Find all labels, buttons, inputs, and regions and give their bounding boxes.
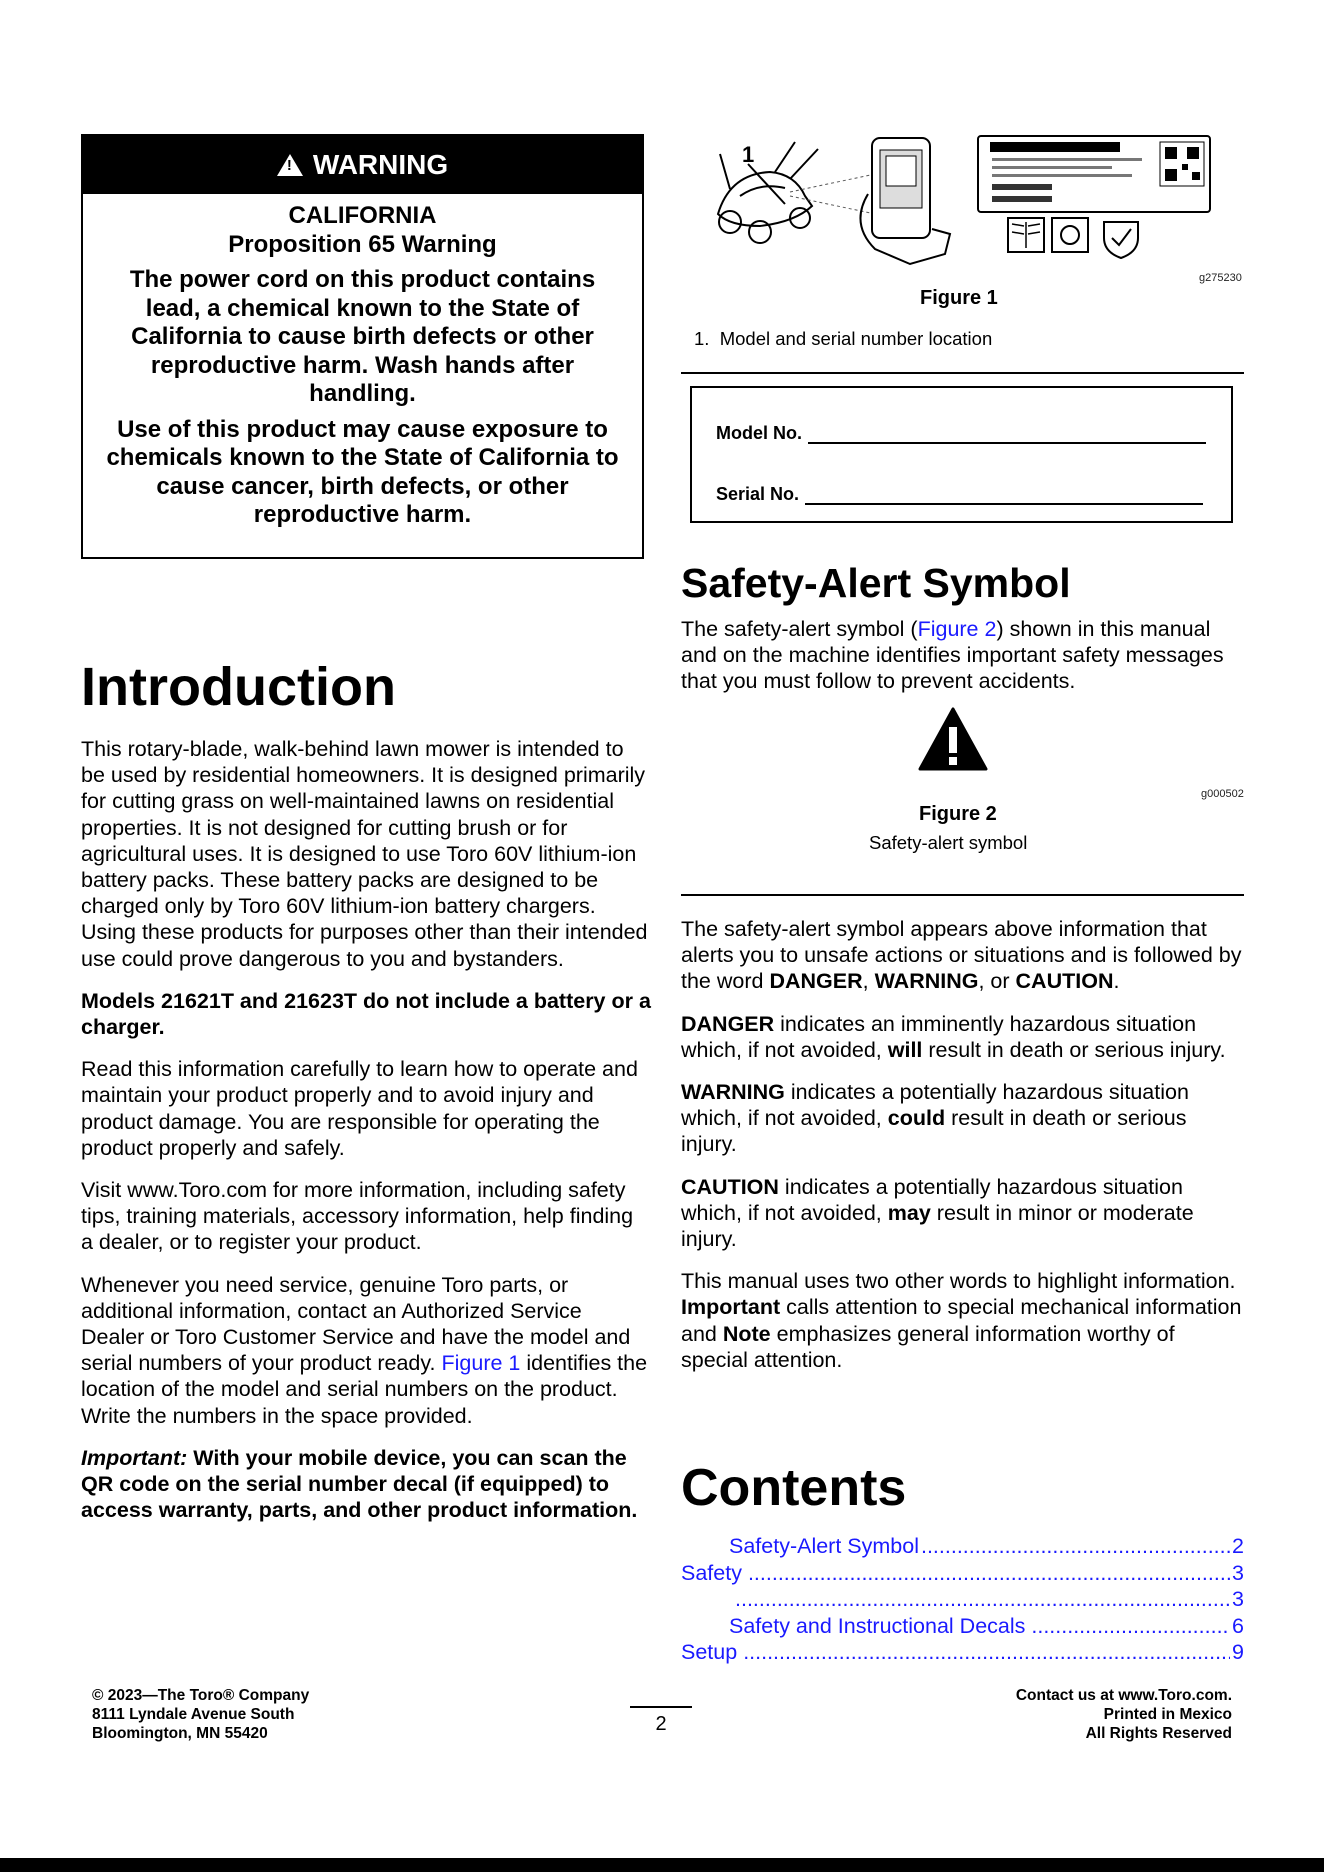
toc-page: 9: [1232, 1640, 1244, 1664]
serial-number-field[interactable]: [805, 489, 1203, 505]
toc-item-untitled[interactable]: [681, 1586, 1244, 1613]
toc-page: 3: [1232, 1587, 1244, 1611]
toc-label: Safety and Instructional Decals: [729, 1613, 1026, 1638]
word-note: Note: [722, 1321, 771, 1346]
warning-paragraph-chemicals: Use of this product may cause exposure to chemicals known to the State of California to cause cancer, birth defects, or other reproductive harm.: [106, 415, 619, 528]
signal-words-end: .: [1113, 969, 1120, 994]
caution-emphasis: may: [887, 1200, 931, 1225]
toc-leader: [921, 1533, 1230, 1560]
caution-text-b: result in minor or moderate injury.: [681, 1200, 1194, 1252]
figure-1-link[interactable]: Figure 1: [441, 1351, 521, 1376]
footer-contact-info: [1016, 1686, 1232, 1743]
toc-leader: [735, 1586, 1230, 1613]
intro-p5-text-a: Whenever you need service, genuine Toro parts, or additional information, contact an Authorized Service Dealer or Toro Customer Service and have the model and serial numbers of your product ready.: [81, 1272, 631, 1376]
intro-paragraph-4: Visit www.Toro.com for more information, including safety tips, training materials, accessory information, help finding a dealer, or to register your product.: [81, 1178, 634, 1255]
footer-address-line-1: 8111 Lyndale Avenue South: [92, 1706, 295, 1723]
highlight-text-b: calls attention to special mechanical information and: [681, 1295, 1242, 1346]
toc-label: Setup: [681, 1640, 738, 1664]
caution-text-a: indicates a potentially hazardous situation which, if not avoided,: [681, 1174, 1183, 1225]
introduction-heading: Introduction: [81, 657, 396, 717]
toc-label: Safety-Alert Symbol: [729, 1534, 919, 1558]
warning-triangle-icon: [277, 154, 303, 176]
warning-text-b: result in death or serious injury.: [681, 1106, 1187, 1157]
footer-address-line-2: Bloomington, MN 55420: [92, 1725, 268, 1742]
warning-emphasis: could: [887, 1106, 946, 1131]
introduction-body: [81, 736, 651, 1539]
warning-header: [83, 136, 642, 194]
safety-intro-paragraph: [681, 616, 1246, 711]
important-text: With your mobile device, you can scan the QR code on the serial number decal (if equipped) to access warranty, parts, and other product information.: [81, 1445, 638, 1523]
figure-2-divider: [681, 894, 1244, 896]
figure-1-item-number: 1.: [694, 328, 710, 349]
warning-paragraph-lead: The power cord on this product contains lead, a chemical known to the State of California to cause birth defects or other reproductive harm. Wash hands after handling.: [129, 266, 596, 407]
prop65-warning-box: [81, 134, 644, 559]
table-of-contents: [681, 1533, 1244, 1666]
figure-2-caption: Figure 2: [919, 803, 997, 825]
serial-number-label: Serial No.: [716, 484, 800, 504]
toc-leader: [748, 1560, 1230, 1587]
model-number-label: Model No.: [716, 423, 802, 443]
important-label: Important:: [81, 1445, 188, 1470]
warning-line-california: CALIFORNIA: [288, 202, 437, 229]
serial-number-row: [716, 484, 1203, 505]
danger-text-a: indicates an imminently hazardous situation which, if not avoided,: [681, 1011, 1197, 1062]
danger-emphasis: will: [887, 1037, 923, 1062]
bottom-edge-bar: [0, 1858, 1324, 1872]
model-number-row: [716, 423, 1206, 444]
caution-label: CAUTION: [681, 1174, 779, 1199]
safety-p1-text-b: ) shown in this manual and on the machine identifies important safety messages that you must follow to prevent accidents.: [681, 617, 1224, 694]
signal-words-section: [681, 916, 1246, 1389]
toc-item-safety[interactable]: [681, 1560, 1244, 1587]
intro-p5-text-b: identifies the location of the model and serial numbers on the product. Write the numbers in the space provided.: [81, 1351, 648, 1428]
figure-1-item-text: Model and serial number location: [719, 328, 993, 349]
toc-item-safety-alert-symbol[interactable]: [681, 1533, 1244, 1560]
figure-1-callout: 1: [742, 142, 755, 167]
footer-copyright: © 2023—The Toro® Company: [92, 1687, 310, 1704]
danger-label: DANGER: [681, 1011, 775, 1036]
toc-leader: [1031, 1613, 1230, 1640]
footer-rights: All Rights Reserved: [1085, 1725, 1232, 1742]
danger-text-b: result in death or serious injury.: [922, 1037, 1226, 1062]
intro-paragraph-3: Read this information carefully to learn how to operate and maintain your product properly and to avoid injury and product damage. You are responsible for operating the product properly and safely.: [81, 1057, 638, 1160]
figure-2-link[interactable]: Figure 2: [917, 617, 997, 641]
danger-definition: [681, 1011, 1246, 1063]
toc-page: 6: [1232, 1613, 1244, 1638]
figure-2-code: g000502: [1201, 788, 1244, 800]
figure-1-illustration: [700, 134, 1240, 279]
highlight-text-c: emphasizes general information worthy of special attention.: [681, 1321, 1175, 1372]
signal-words-sep-2: , or: [978, 969, 1016, 994]
toc-item-setup[interactable]: [681, 1639, 1244, 1666]
safety-p1-text-a: The safety-alert symbol (: [681, 617, 918, 641]
warning-text-a: indicates a potentially hazardous situation which, if not avoided,: [681, 1080, 1189, 1131]
figure-1-code: g275230: [1199, 272, 1242, 284]
toc-page: 3: [1232, 1560, 1244, 1585]
word-important: Important: [681, 1295, 781, 1320]
footer-printed-in: Printed in Mexico: [1103, 1706, 1232, 1723]
toc-item-safety-decals[interactable]: [681, 1613, 1244, 1640]
page-number: 2: [630, 1706, 692, 1736]
intro-paragraph-5: [81, 1272, 651, 1429]
figure-1-divider: [681, 372, 1244, 374]
word-danger: DANGER: [769, 969, 863, 994]
figure-2-description: Safety-alert symbol: [869, 832, 1028, 853]
important-note-definition: [681, 1268, 1246, 1373]
caution-definition: [681, 1174, 1246, 1253]
warning-definition: [681, 1079, 1246, 1158]
footer-company-info: [92, 1686, 309, 1743]
word-caution: CAUTION: [1015, 969, 1114, 994]
signal-words-text: The safety-alert symbol appears above information that alerts you to unsafe actions or situations and is followed by the word: [681, 917, 1242, 994]
signal-words-sep-1: ,: [862, 969, 875, 994]
intro-models-note: Models 21621T and 21623T do not include a battery or a charger.: [81, 988, 651, 1040]
warning-label: WARNING: [681, 1080, 785, 1105]
toc-leader: [743, 1639, 1230, 1666]
figure-1-legend: [694, 328, 992, 350]
figure-1-caption: Figure 1: [920, 287, 998, 309]
safety-alert-heading: Safety-Alert Symbol: [681, 560, 1071, 606]
model-serial-box: [690, 386, 1233, 523]
contents-heading: Contents: [681, 1459, 907, 1517]
signal-words-paragraph: [681, 916, 1246, 995]
warning-line-prop65: Proposition 65 Warning: [228, 230, 497, 258]
toc-page: 2: [1232, 1534, 1244, 1558]
mower-serial-illustration: [700, 134, 1240, 279]
word-warning: WARNING: [874, 969, 979, 994]
safety-alert-symbol-icon: [918, 707, 988, 776]
warning-header-text: WARNING: [312, 149, 449, 180]
highlight-text-a: This manual uses two other words to highlight information.: [681, 1269, 1236, 1294]
toc-label: Safety: [681, 1560, 742, 1585]
intro-paragraph-1: This rotary-blade, walk-behind lawn mower is intended to be used by residential homeowners. It is designed primarily for cutting grass on well-maintained lawns on residential properties. It is not designed for cutting brush or for agricultural uses. It is designed to use Toro 60V lithium-ion battery packs. These battery packs are designed to be charged only by Toro 60V lithium-ion battery chargers. Using these products for purposes other than their intended use could prove dangerous to you and bystanders.: [81, 737, 648, 971]
model-number-field[interactable]: [808, 428, 1206, 444]
footer-contact: Contact us at www.Toro.com.: [1015, 1687, 1232, 1704]
important-note: [81, 1445, 651, 1524]
